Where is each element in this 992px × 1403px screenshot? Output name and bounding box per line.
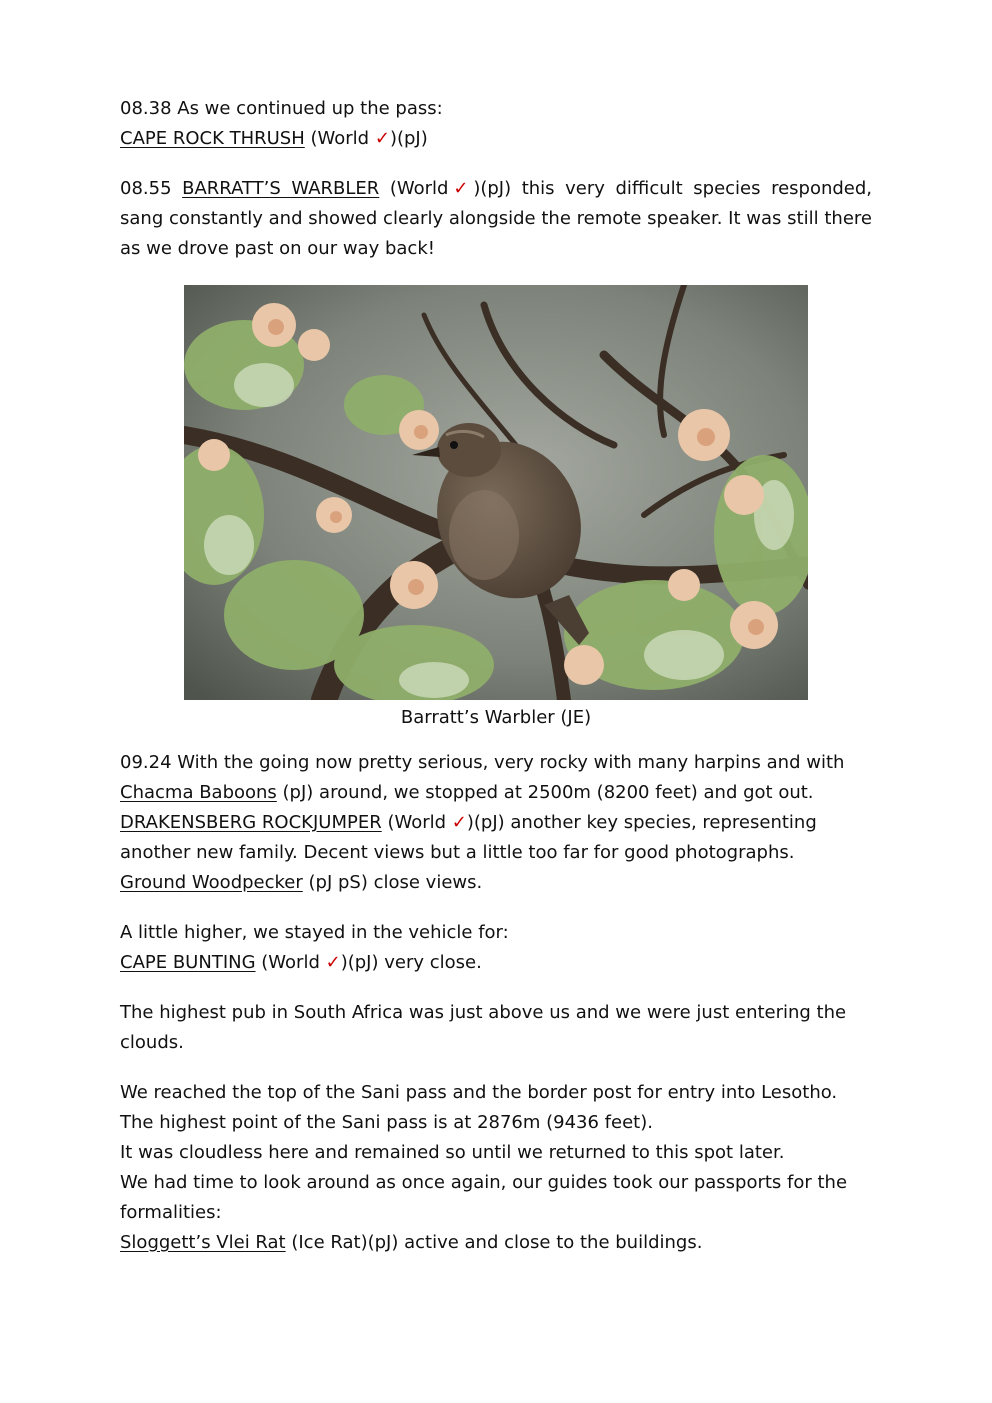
text-line <box>120 808 872 838</box>
species-name: CAPE ROCK THRUSH <box>120 128 305 149</box>
warbler-photo <box>184 285 808 700</box>
text-line: The highest point of the Sani pass is at 2876m (9436 feet). <box>120 1112 653 1133</box>
checkmark-icon: ✓ <box>448 178 474 199</box>
page-bottom <box>120 748 872 1278</box>
text-line: another new family. Decent views but a little too far for good photographs. <box>120 842 795 863</box>
text-line: 08.38 As we continued up the pass: <box>120 98 443 119</box>
time-stamp: 08.55 <box>120 178 183 199</box>
text-line: clouds. <box>120 1032 184 1053</box>
text-line <box>120 124 872 154</box>
text-span: (pJ pS) close views. <box>302 872 483 893</box>
paragraph-rockjumper <box>120 748 872 898</box>
species-name: Chacma Baboons <box>120 782 277 803</box>
species-name: CAPE BUNTING <box>120 952 256 973</box>
text-span: (World <box>381 812 452 833</box>
paragraph-cape-bunting <box>120 918 872 978</box>
text-span: (pJ) around, we stopped at 2500m (8200 feet) and got out. <box>276 782 814 803</box>
species-name: Ground Woodpecker <box>120 872 303 893</box>
text-line: 09.24 With the going now pretty serious, very rocky with many harpins and with <box>120 752 845 773</box>
text-line: It was cloudless here and remained so until we returned to this spot later. <box>120 1142 785 1163</box>
checkmark-icon: ✓ <box>451 812 467 833</box>
text-span: (Ice Rat)(pJ) active and close to the buildings. <box>285 1232 703 1253</box>
text-span: )(pJ) this very difficult species responded, sang constantly and showed clearly alongside the remote speaker. It was still there as we drove past on our way back! <box>120 178 878 259</box>
bird-photo-illustration <box>184 285 808 700</box>
species-name: DRAKENSBERG ROCKJUMPER <box>120 812 382 833</box>
species-name: BARRATT’S WARBLER <box>182 178 380 199</box>
text-block <box>120 174 878 264</box>
paragraph-sani-pass <box>120 1078 872 1258</box>
photo-caption: Barratt’s Warbler (JE) <box>400 707 592 728</box>
text-line: We reached the top of the Sani pass and the border post for entry into Lesotho. <box>120 1082 838 1103</box>
paragraph-rock-thrush <box>120 94 872 154</box>
text-span: (World <box>379 178 449 199</box>
checkmark-icon: ✓ <box>374 128 390 149</box>
text-line: The highest pub in South Africa was just above us and we were just entering the <box>120 1002 847 1023</box>
text-line <box>120 948 872 978</box>
text-span: (World <box>255 952 326 973</box>
checkmark-icon: ✓ <box>325 952 341 973</box>
paragraph-highest-pub <box>120 998 872 1058</box>
text-line <box>120 868 872 898</box>
text-span: )(pJ) another key species, representing <box>466 812 817 833</box>
text-line: A little higher, we stayed in the vehicle for: <box>120 922 509 943</box>
page-top <box>120 94 878 284</box>
text-line <box>120 1228 872 1258</box>
text-line <box>120 778 872 808</box>
text-line: formalities: <box>120 1202 222 1223</box>
text-span: (World <box>304 128 375 149</box>
species-name: Sloggett’s Vlei Rat <box>120 1232 286 1253</box>
text-line: We had time to look around as once again, our guides took our passports for the <box>120 1172 848 1193</box>
paragraph-barratts-warbler <box>120 174 878 264</box>
text-span: )(pJ) very close. <box>340 952 482 973</box>
text-span: )(pJ) <box>389 128 428 149</box>
